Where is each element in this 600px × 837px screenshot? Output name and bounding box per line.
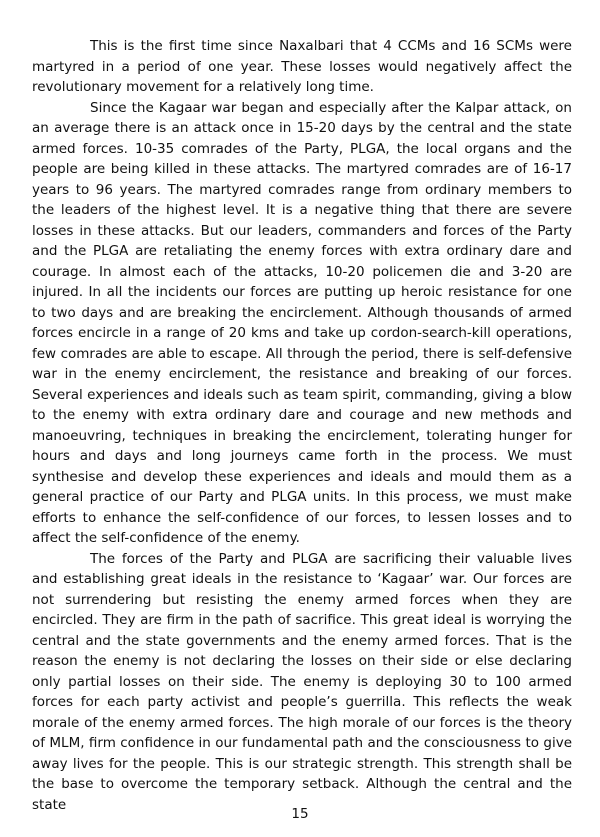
document-body: [32, 36, 572, 815]
paragraph: Since the Kagaar war began and especially after the Kalpar attack, on an average there is an attack once in 15-20 days by the central and the state armed forces. 10-35 comrades of the Party, PLGA, the local organs and the people are being killed in these attacks. The martyred comrades are of 16-17 years to 96 years. The martyred comrades range from ordinary members to the leaders of the highest level. It is a negative thing that there are severe losses in these attacks. But our leaders, commanders and forces of the Party and the PLGA are retaliating the enemy forces with extra ordinary dare and courage. In almost each of the attacks, 10-20 policemen die and 3-20 are injured. In all the incidents our forces are putting up heroic resistance for one to two days and are breaking the encirclement. Although thousands of armed forces encircle in a range of 20 kms and take up cordon-search-kill operations, few comrades are able to escape. All through the period, there is self-defensive war in the enemy encirclement, the resistance and breaking of our forces. Several experiences and ideals such as team spirit, commanding, giving a blow to the enemy with extra ordinary dare and courage and new methods and manoeuvring, techniques in breaking the encirclement, tolerating hunger for hours and days and long journeys came forth in the process. We must synthesise and develop these experiences and ideals and mould them as a general practice of our Party and PLGA units. In this process, we must make efforts to enhance the self-confidence of our forces, to lessen losses and to affect the self-confidence of the enemy.: [32, 99, 572, 546]
paragraph: The forces of the Party and PLGA are sacrificing their valuable lives and establishing great ideals in the resistance to ‘Kagaar’ war. Our forces are not surrendering but resisting the enemy armed forces when they are encircled. They are firm in the path of sacrifice. This great ideal is worrying the central and the state governments and the enemy armed forces. That is the reason the enemy is not declaring the losses on their side or else declaring only partial losses on their side. The enemy is deploying 30 to 100 armed forces for each party activist and people’s guerrilla. This reflects the weak morale of the enemy armed forces. The high morale of our forces is the theory of MLM, firm confidence in our fundamental path and the consciousness to give away lives for the people. This is our strategic strength. This strength shall be the base to overcome the temporary setback. Although the central and the state: [32, 550, 572, 813]
paragraph: This is the first time since Naxalbari that 4 CCMs and 16 SCMs were martyred in a period of one year. These losses would negatively affect the revolutionary movement for a relatively long time.: [32, 38, 572, 95]
page-number: 15: [291, 806, 309, 822]
